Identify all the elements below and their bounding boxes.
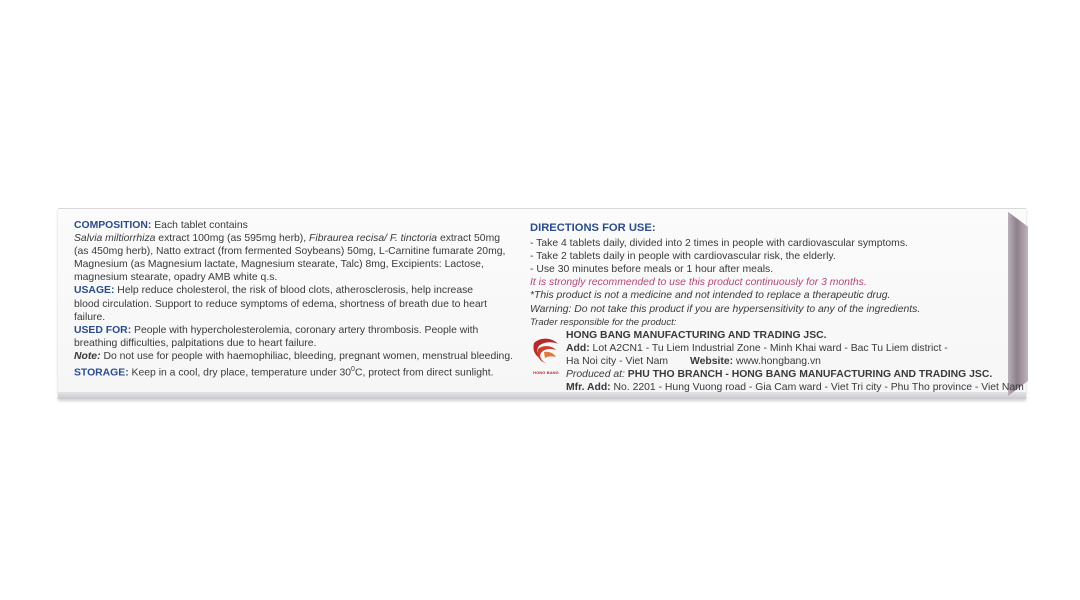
usage-text-2: blood circulation. Support to reduce symptoms of edema, shortness of breath due to heart <box>74 298 487 310</box>
usage-text-3: failure. <box>74 311 106 323</box>
trader-address-line-2 <box>566 355 1000 368</box>
composition-line <box>74 219 524 232</box>
ingredient-fibraurea: Fibraurea recisa/ F. tinctoria <box>309 233 438 245</box>
composition-text-2: (as 450mg herb), Natto extract (from fermented Soybeans) 50mg, L-Carnitine fumarate 20mg, <box>74 246 506 258</box>
website-label: Website: <box>690 355 734 367</box>
directions-item: - Take 4 tablets daily, divided into 2 times in people with cardiovascular symptoms. <box>530 238 908 250</box>
address-label: Add: <box>566 342 590 354</box>
warning-text: Warning: Do not take this product if you are hypersensitivity to any of the ingredients. <box>530 303 921 315</box>
trader-address-1: Lot A2CN1 - Tu Liem Industrial Zone - Minh Khai ward - Bac Tu Liem district - <box>589 342 948 354</box>
composition-text-4: magnesium stearate, opadry AMB white q.s. <box>74 272 278 284</box>
storage-text-b: C, protect from direct sunlight. <box>354 367 494 379</box>
trader-label: Trader responsible for the product: <box>530 316 677 328</box>
usage-heading: USAGE: <box>74 285 115 297</box>
trader-address-line-1 <box>566 342 1000 355</box>
note-text: Do not use for people with haemophiliac, bleeding, pregnant women, menstrual bleeding. <box>100 350 513 362</box>
composition-text-3: Magnesium (as Magnesium lactate, Magnesium stearate, Talc) 8mg, Excipients: Lactose, <box>74 259 484 271</box>
composition-text-1b: extract 50mg <box>437 233 501 245</box>
website-url: www.hongbang.vn <box>733 355 821 367</box>
composition-text-1 <box>74 232 524 245</box>
composition-text-1a: extract 100mg (as 595mg herb), <box>155 233 310 245</box>
storage-heading: STORAGE: <box>74 367 129 379</box>
used-for-line <box>74 324 524 337</box>
logo-caption: HONG BANG <box>533 370 559 375</box>
trader-block <box>530 329 1024 394</box>
note-line <box>74 350 524 363</box>
recommendation-text: It is strongly recommended to use this product continuously for 3 months. <box>530 277 867 289</box>
used-for-text-1: People with hypercholesterolemia, coronary artery thrombosis. People with <box>131 324 479 336</box>
composition-intro: Each tablet contains <box>151 220 248 231</box>
directions-item: - Use 30 minutes before meals or 1 hour after meals. <box>530 264 774 276</box>
produced-at-label: Produced at: <box>566 369 625 381</box>
usage-text-1: Help reduce cholesterol, the risk of blood clots, atherosclerosis, help increase <box>114 285 474 297</box>
package-end-flap <box>1008 208 1028 396</box>
used-for-text-2: breathing difficulties, palpitations due to heart failure. <box>74 337 317 349</box>
composition-heading: COMPOSITION: <box>74 220 152 231</box>
left-text-column <box>74 219 524 380</box>
hongbang-logo-icon <box>530 335 562 371</box>
used-for-heading: USED FOR: <box>74 324 132 336</box>
degree-mark: 0 <box>351 366 355 374</box>
producer-name: PHU THO BRANCH - HONG BANG MANUFACTURING AND TRADING JSC. <box>624 369 993 381</box>
mfr-address: No. 2201 - Hung Vuong road - Gia Cam ward - Viet Tri city - Phu Tho province - Viet Nam <box>610 382 1024 394</box>
right-text-column <box>530 222 1024 394</box>
ingredient-salvia: Salvia miltiorrhiza <box>74 233 156 245</box>
storage-text-a: Keep in a cool, dry place, temperature under 30 <box>128 367 352 379</box>
directions-heading: DIRECTIONS FOR USE: <box>530 222 656 234</box>
note-heading: Note: <box>74 350 101 362</box>
storage-line <box>74 363 524 380</box>
mfr-address-line <box>566 381 1024 394</box>
usage-line <box>74 284 524 297</box>
producer-line <box>566 368 1000 381</box>
mfr-address-label: Mfr. Add: <box>566 382 611 394</box>
trader-name: HONG BANG MANUFACTURING AND TRADING JSC. <box>566 329 827 341</box>
trader-address-2: Ha Noi city - Viet Nam <box>566 355 669 367</box>
disclaimer-text: *This product is not a medicine and not intended to replace a therapeutic drug. <box>530 290 891 302</box>
directions-item: - Take 2 tablets daily in people with cardiovascular risk, the elderly. <box>530 251 836 263</box>
